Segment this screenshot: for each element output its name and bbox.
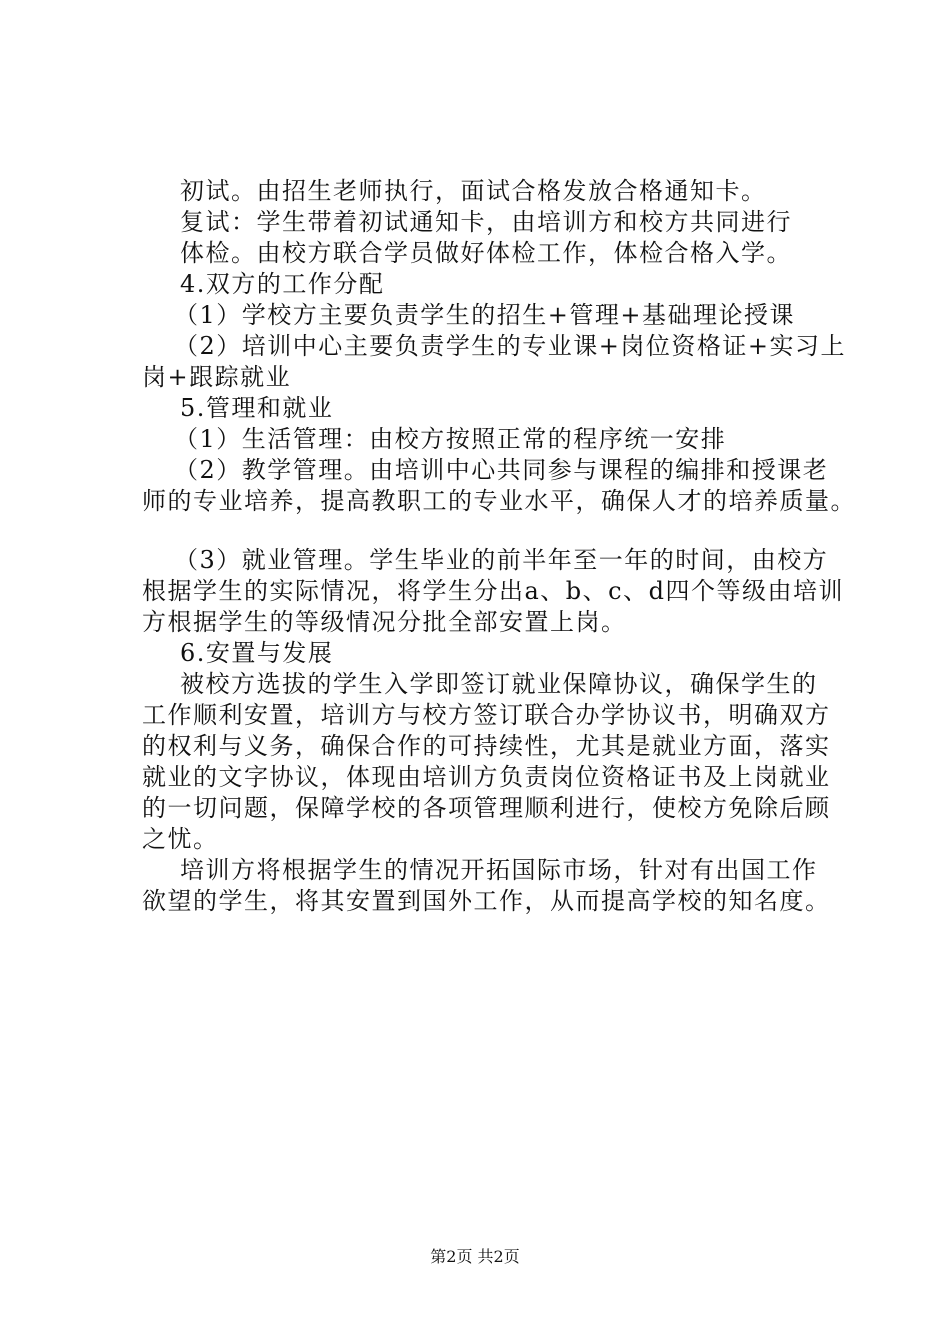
list-item: （2）教学管理。由培训中心共同参与课程的编排和授课老 [174, 456, 829, 484]
paragraph-line: 复试：学生带着初试通知卡，由培训方和校方共同进行 [180, 208, 792, 236]
list-item: （2）培训中心主要负责学生的专业课+岗位资格证+实习上 [174, 332, 846, 360]
paragraph-line: 初试。由招生老师执行，面试合格发放合格通知卡。 [180, 177, 767, 205]
section-heading: 4.双方的工作分配 [180, 270, 385, 298]
paragraph-line: 师的专业培养，提高教职工的专业水平，确保人才的培养质量。 [142, 487, 856, 515]
paragraph-line: 之忧。 [142, 825, 219, 853]
list-item: （1）生活管理：由校方按照正常的程序统一安排 [174, 425, 727, 453]
paragraph-gap [142, 517, 842, 545]
paragraph-line: 根据学生的实际情况，将学生分出a、b、c、d四个等级由培训 [142, 577, 844, 605]
section-heading: 5.管理和就业 [180, 394, 334, 422]
page-number-footer: 第2页 共2页 [430, 1247, 520, 1266]
paragraph-line: 的权利与义务，确保合作的可持续性，尤其是就业方面，落实 [142, 732, 831, 760]
section-heading: 6.安置与发展 [180, 639, 334, 667]
list-item: （3）就业管理。学生毕业的前半年至一年的时间，由校方 [174, 546, 829, 574]
paragraph-line: 的一切问题，保障学校的各项管理顺利进行，使校方免除后顾 [142, 794, 831, 822]
list-item: （1）学校方主要负责学生的招生+管理+基础理论授课 [174, 301, 795, 329]
paragraph-line: 欲望的学生，将其安置到国外工作，从而提高学校的知名度。 [142, 887, 831, 915]
paragraph-line: 就业的文字协议，体现由培训方负责岗位资格证书及上岗就业 [142, 763, 831, 791]
paragraph-line: 工作顺利安置，培训方与校方签订联合办学协议书，明确双方 [142, 701, 831, 729]
paragraph-line: 岗+跟踪就业 [142, 363, 292, 391]
document-body [142, 176, 856, 917]
paragraph-line: 方根据学生的等级情况分批全部安置上岗。 [142, 608, 627, 636]
paragraph-line: 被校方选拔的学生入学即签订就业保障协议，确保学生的 [180, 670, 818, 698]
paragraph-line: 体检。由校方联合学员做好体检工作，体检合格入学。 [180, 239, 792, 267]
paragraph-line: 培训方将根据学生的情况开拓国际市场，针对有出国工作 [180, 856, 818, 884]
